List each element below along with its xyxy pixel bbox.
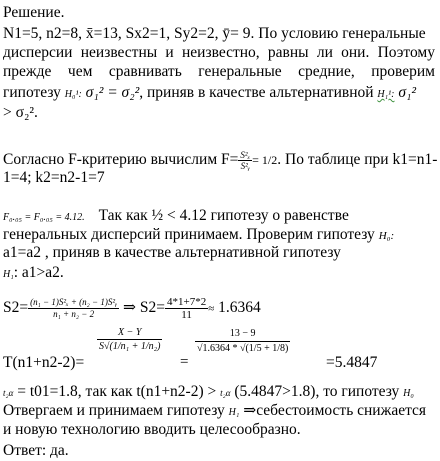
s2-fraction [28,297,119,320]
t-fraction-2 [195,327,290,356]
f-numerator: S²ₓ [240,150,251,160]
compare-text: Так как ½ < 4.12 гипотезу о равенстве [98,207,349,224]
general-dispersions-text: генеральных дисперсий принимаем. Проверим гипотезу [3,226,375,243]
h1b-label: H₁ [3,269,14,280]
t-critical-text: = t01=1.8, так как t(n1+n2-2) > [17,383,217,400]
s2-arrow: ⇒ S2= [123,299,165,317]
t-numerator: X − Y [97,326,162,340]
hypothesis-prefix: гипотезу [3,84,61,101]
heading: Решение. [3,4,65,21]
h1b-line [3,264,64,284]
f-criterion-line [3,150,437,171]
s2-label: S2= [3,299,29,317]
reject-text: Отвергаем и принимаем гипотезу [3,402,225,419]
t-result: =5.4847 [326,354,378,371]
h1-label: H₁¹: [377,89,395,100]
compare-line [3,207,349,227]
t-critical-label: t₂α [3,388,14,398]
s2-denominator: n₁ + n₂ − 2 [53,309,95,319]
h0-formula: σ₁² = σ₂² [85,84,140,101]
h0-suffix: , приняв в качестве альтернативной [139,84,374,101]
f-criterion-text: Согласно F-критерию вычислим F= [3,151,239,169]
hypothesis-h0-line [3,84,416,104]
h1c-label: H₁ [228,407,240,418]
s2-result: 1.6364 [218,299,261,317]
h0-label: H₀¹: [64,89,82,100]
f-critical-formula: F₀.₀₅ = F₀.₀₅ = 4.12. [3,212,85,223]
t-line [3,354,84,372]
h1b-text: : a1>a2. [13,264,64,281]
t-equals: = [180,354,189,370]
s2-numerator: (n₁ − 1)S²ₓ + (n₂ − 1)S²ᵧ [30,297,118,307]
t-critical-text-2: (5.4847>1.8), то гипотезу [234,383,400,400]
reject-text-2: ⇒себестоимость снижается [243,402,427,419]
conclusion-line: и новую технологию вводить целесообразно. [3,421,301,438]
t-fraction [97,326,162,353]
s2-fraction-2 [165,296,208,321]
para-line-1: дисперсии неизвестны и неизвестно, равны ли они. Поэтому [3,44,435,61]
general-dispersions-line [3,226,394,245]
t-critical-label-2: t₂α [220,388,231,398]
t-numerator-2: 13 − 9 [195,327,290,342]
t-critical-line [3,383,414,403]
k-values-line: 1=4; k2=n2-1=7 [3,169,105,186]
f-denominator: S²ᵧ [240,161,250,171]
given-params: N1=5, n2=8, x̄=13, Sx2=1, Sy2=2, ȳ= 9. По условию генеральные [3,25,426,42]
f-fraction [238,150,252,171]
s2-line: S2= $\frac{\text{(n₁ − 1)S²ₓ + (n₂ − 1)S²ᵧ}}{\text{n₁ + n₂ − 2}}$ ⇒ S2= $\frac{4*1+7*2}{11}$ ≈ 1.6364 [3,296,261,321]
reject-line [3,402,426,422]
h1-formula: σ₁² [398,84,417,101]
t-denominator-2: √1.6364 * √(1/5 + 1/8) [197,343,289,354]
h0c-label: H₀ [403,388,414,399]
f-table-text: . По таблице при k1=n1- [277,151,438,169]
para-line-2: прежде чем сравнивать генеральные средние, проверим [3,63,435,80]
s2-numerator-2: 4*1+7*2 [166,296,207,308]
t-label: T(n1+n2-2)= [3,354,85,371]
f-result: = 1/2 [252,153,278,168]
alternative-line: a1=a2 , приняв в качестве альтернативной гипотезу [3,244,341,261]
h0b-label: H₀: [378,230,395,242]
answer: Ответ: да. [3,442,69,459]
s2-denominator-2: 11 [181,309,192,321]
h1-continuation: > σ₂². [3,104,38,121]
t-denominator: S√(1/n₁ + 1/n₂) [99,341,161,352]
